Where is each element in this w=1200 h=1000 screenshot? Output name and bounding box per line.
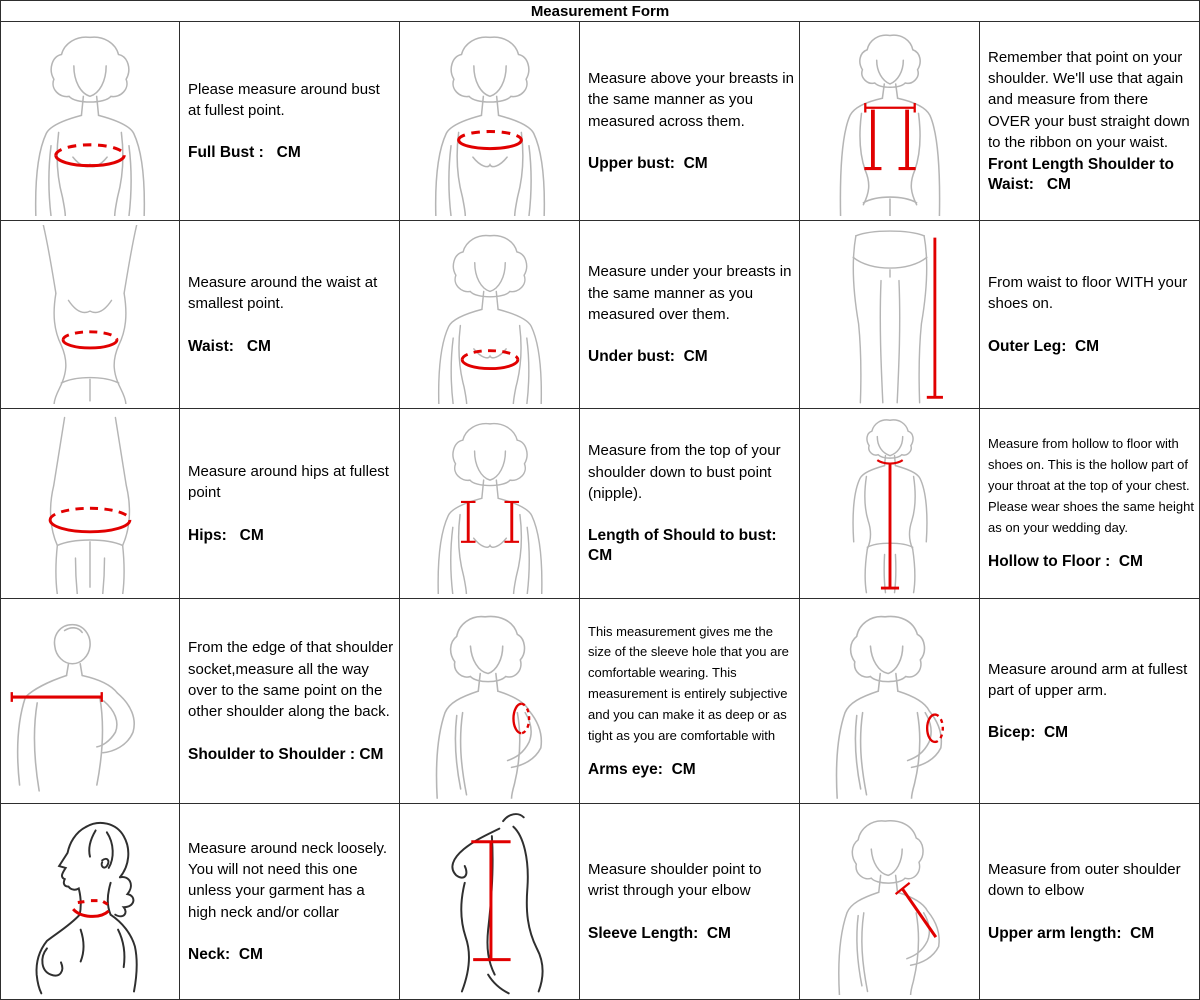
under-bust-figure [400,221,580,409]
bicep-sketch-icon [802,603,978,799]
instruction-cell-sleeve-length [580,804,800,999]
sleeve-length-sketch-icon [402,808,578,995]
instruction-text: Measure around arm at fullest part of upper arm. [988,660,1192,699]
arms-eye-label: Arms eye: CM [588,761,696,779]
outer-leg-label: Outer Leg: CM [988,337,1100,355]
instruction-cell-bicep [980,599,1199,804]
shoulder-to-shoulder-sketch-icon [2,603,178,799]
full-bust-label: Full Bust : CM [188,144,301,162]
instruction-text: Remember that point on your shoulder. We'll use that again and measure from there OVER your bust straight down to the ribbon on your waist. [988,48,1194,151]
hips-sketch-icon [2,413,178,594]
instruction-cell-upper-arm [980,804,1199,999]
upper-arm-sketch-icon [802,808,978,995]
instruction-cell-hips [180,409,400,599]
instruction-text: Measure around the waist at smallest point. [188,274,382,313]
bicep-figure [800,599,980,804]
instruction-cell-outer-leg [980,221,1199,409]
hollow-to-floor-sketch-icon [802,413,978,594]
instruction-text: Measure shoulder point to wrist through your elbow [588,861,766,900]
instruction-cell-full-bust [180,22,400,221]
neck-sketch-icon [2,808,178,995]
instruction-cell-arms-eye [580,599,800,804]
neck-figure [1,804,180,999]
sleeve-length-label: Sleeve Length: CM [588,924,731,942]
under-bust-label: Under bust: CM [588,348,708,366]
instruction-cell-shoulder-to-shoulder [180,599,400,804]
waist-label: Waist: CM [188,337,271,355]
shoulder-to-bust-sketch-icon [402,413,578,594]
upper-arm-figure [800,804,980,999]
front-length-label: Front Length Shoulder to Waist: CM [988,156,1179,194]
sleeve-length-figure [400,804,580,999]
waist-figure [1,221,180,409]
outer-leg-sketch-icon [802,225,978,405]
shoulder-to-shoulder-figure [1,599,180,804]
instruction-text: Measure under your breasts in the same manner as you measured over them. [588,263,796,324]
waist-sketch-icon [2,225,178,405]
upper-bust-figure [400,22,580,221]
front-length-sketch-icon [802,26,978,216]
shoulder-to-bust-figure [400,409,580,599]
instruction-cell-waist [180,221,400,409]
outer-leg-figure [800,221,980,409]
full-bust-sketch-icon [2,26,178,216]
hips-figure [1,409,180,599]
form-title: Measurement Form [1,1,1199,22]
shoulder-to-bust-label: Length of Should to bust: CM [588,527,786,565]
instruction-text: Measure from outer shoulder down to elbow [988,861,1185,900]
instruction-text: Measure around hips at fullest point [188,463,394,502]
instruction-text: Measure from the top of your shoulder down to bust point (nipple). [588,442,785,502]
instruction-text: Measure from hollow to floor with shoes on. This is the hollow part of your throat at the top of your chest. Please wear shoes the same height as on your wedding day. [988,436,1198,535]
instruction-cell-hollow-to-floor [980,409,1199,599]
instruction-text: Please measure around bust at fullest point. [188,80,384,119]
bicep-label: Bicep: CM [988,724,1069,742]
arms-eye-figure [400,599,580,804]
upper-bust-sketch-icon [402,26,578,216]
front-length-figure [800,22,980,221]
neck-label: Neck: CM [188,946,263,964]
instruction-text: From waist to floor WITH your shoes on. [988,274,1192,313]
full-bust-figure [1,22,180,221]
instruction-cell-under-bust [580,221,800,409]
instruction-cell-front-length [980,22,1199,221]
hips-label: Hips: CM [188,526,264,544]
under-bust-sketch-icon [402,225,578,405]
hollow-to-floor-label: Hollow to Floor : CM [988,553,1143,571]
shoulder-to-shoulder-label: Shoulder to Shoulder : CM [188,745,384,763]
instruction-text: This measurement gives me the size of the sleeve hole that you are comfortable wearing. This measurement is entirely subjective and you can make it as deep or as tight as you are comfortable with [588,623,793,743]
instruction-text: From the edge of that shoulder socket,measure all the way over to the same point on the other shoulder along the back. [188,639,398,721]
instruction-cell-shoulder-to-bust [580,409,800,599]
arms-eye-sketch-icon [402,603,578,799]
upper-bust-label: Upper bust: CM [588,154,708,172]
instruction-text: Measure above your breasts in the same manner as you measured across them. [588,69,799,130]
instruction-cell-upper-bust [580,22,800,221]
instruction-cell-neck [180,804,400,999]
instruction-text: Measure around neck loosely. You will not need this one unless your garment has a high neck and/or collar [188,839,391,921]
upper-arm-label: Upper arm length: CM [988,924,1155,942]
hollow-to-floor-figure [800,409,980,599]
